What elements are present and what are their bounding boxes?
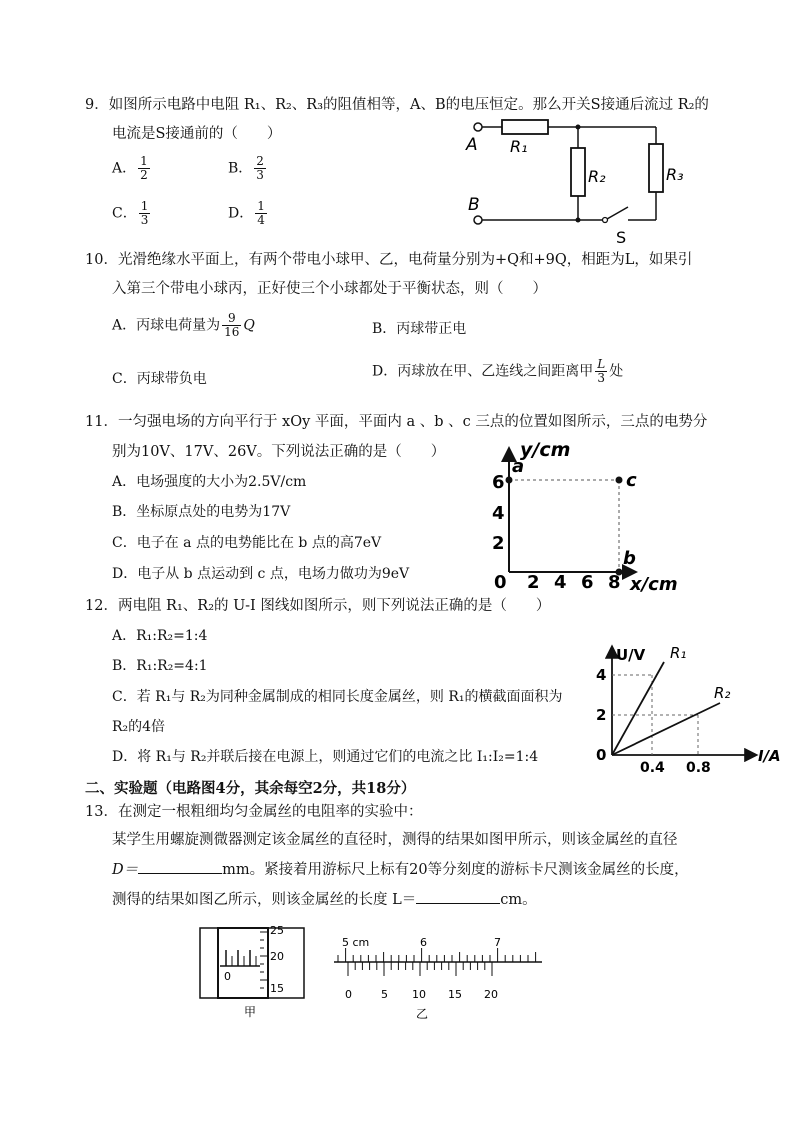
- terminal-a: [474, 123, 482, 131]
- q11-stem-line1: 11．一匀强电场的方向平行于 xOy 平面，平面内 a 、b 、c 三点的位置如图所示，三点的电势分: [85, 414, 708, 430]
- micrometer-tick-20: 20: [270, 950, 284, 963]
- q11-option-a: A．电场强度的大小为2.5V/cm: [112, 474, 307, 490]
- caliper-main-5cm: 5 cm: [342, 936, 370, 949]
- label-b: B: [468, 195, 480, 215]
- x-tick-8: 8: [608, 572, 621, 593]
- q11-option-d: D．电子从 b 点运动到 c 点，电场力做功为9eV: [112, 566, 410, 582]
- q13-stem: 13．在测定一根粗细均匀金属丝的电阻率的实验中：: [85, 804, 423, 820]
- micrometer-tick-25: 25: [270, 924, 284, 937]
- q13-line3: 测得的结果如图乙所示，则该金属丝的长度 L＝ cm。: [112, 888, 537, 909]
- q10-option-d: D．丙球放在甲、乙连线之间距离甲 $\frac{L}{3}$ 处: [372, 357, 624, 385]
- q9-option-b: B． $\frac{2}{3}$: [228, 154, 264, 182]
- q11-option-c: C．电子在 a 点的电势能比在 b 点的高7eV: [112, 535, 382, 551]
- q11-option-b: B．坐标原点处的电势为17V: [112, 504, 291, 520]
- point-c: [616, 477, 623, 484]
- origin-label: 0: [596, 746, 607, 764]
- label-s: S: [616, 228, 627, 247]
- i-tick-0-8: 0.8: [686, 760, 711, 775]
- resistor-r2: [571, 148, 585, 196]
- caliper-vernier-20: 20: [484, 988, 498, 1001]
- y-tick-4: 4: [492, 503, 505, 524]
- q9-stem-line2: 电流是S接通前的（ ）: [112, 126, 282, 142]
- y-tick-6: 6: [492, 472, 505, 493]
- caliper-vernier-10: 10: [412, 988, 426, 1001]
- u-tick-4: 4: [596, 666, 607, 684]
- micrometer-figure: [198, 920, 318, 1020]
- micrometer-caption: 甲: [244, 1005, 257, 1019]
- caliper-main-7: 7: [494, 936, 501, 949]
- u-axis-label: U/V: [616, 646, 646, 664]
- caliper-caption: 乙: [416, 1007, 429, 1021]
- q11-coordinate-graph: [484, 432, 684, 594]
- q10-stem-line2: 入第三个带电小球丙，正好使三个小球都处于平衡状态，则（ ）: [112, 281, 547, 297]
- y-tick-2: 2: [492, 533, 505, 554]
- resistor-r3: [649, 144, 663, 192]
- q12-ui-graph: [590, 640, 790, 775]
- q9-stem-line1: 9．如图所示电路中电阻 R₁、R₂、R₃的阻值相等，A、B的电压恒定。那么开关S接通后流过 R₂的: [85, 97, 709, 113]
- line-r1: [612, 662, 664, 755]
- label-b: b: [623, 548, 636, 569]
- q9-option-c: C． $\frac{1}{3}$: [112, 199, 149, 227]
- i-tick-0-4: 0.4: [640, 760, 665, 775]
- q12-option-b: B．R₁:R₂=4:1: [112, 658, 208, 674]
- section-2-title: 二、实验题（电路图4分，其余每空2分，共18分）: [85, 780, 416, 797]
- q12-option-d: D．将 R₁与 R₂并联后接在电源上，则通过它们的电流之比 I₁:I₂=1:4: [112, 749, 539, 765]
- terminal-b: [474, 216, 482, 224]
- q11-stem-line2: 别为10V、17V、26V。下列说法正确的是（ ）: [112, 444, 446, 460]
- label-r3: R₃: [666, 165, 684, 184]
- x-tick-4: 4: [554, 572, 567, 593]
- q12-option-c-line2: R₂的4倍: [112, 719, 166, 735]
- y-axis-label: y/cm: [520, 439, 571, 461]
- caliper-vernier-0: 0: [345, 988, 352, 1001]
- q13-line1: 某学生用螺旋测微器测定该金属丝的直径时，测得的结果如图甲所示，则该金属丝的直径: [112, 832, 678, 848]
- micrometer-zero: 0: [224, 970, 231, 983]
- label-r2: R₂: [588, 167, 606, 186]
- switch-s: [607, 207, 628, 219]
- label-r2: R₂: [714, 684, 731, 702]
- q13-line2: D＝ mm。紧接着用游标尺上标有20等分刻度的游标卡尺测该金属丝的长度，: [112, 858, 689, 879]
- q10-stem-line1: 10．光滑绝缘水平面上，有两个带电小球甲、乙，电荷量分别为+Q和+9Q，相距为L，如果引: [85, 252, 693, 268]
- resistor-r1: [502, 120, 548, 134]
- q10-option-b: B．丙球带正电: [372, 321, 467, 337]
- length-blank[interactable]: [416, 889, 500, 904]
- label-r1: R₁: [510, 137, 528, 156]
- caliper-vernier-15: 15: [448, 988, 462, 1001]
- caliper-figure: [332, 932, 552, 1022]
- diameter-blank[interactable]: [138, 859, 222, 874]
- point-a: [506, 477, 513, 484]
- q9-option-a: A． $\frac{1}{2}$: [112, 154, 148, 182]
- x-tick-2: 2: [527, 572, 540, 593]
- caliper-main-6: 6: [420, 936, 427, 949]
- label-a: A: [466, 135, 478, 155]
- i-axis-label: I/A: [758, 747, 781, 765]
- label-a: a: [512, 456, 525, 477]
- x-axis-label: x/cm: [630, 574, 678, 594]
- label-r1: R₁: [670, 644, 687, 662]
- q12-option-c-line1: C．若 R₁与 R₂为同种金属制成的相同长度金属丝，则 R₁的横截面面积为: [112, 689, 563, 705]
- micrometer-tick-15: 15: [270, 982, 284, 995]
- q10-option-c: C．丙球带负电: [112, 371, 207, 387]
- line-r2: [612, 703, 720, 755]
- caliper-vernier-5: 5: [381, 988, 388, 1001]
- q12-stem: 12．两电阻 R₁、R₂的 U-I 图线如图所示，则下列说法正确的是（ ）: [85, 598, 551, 614]
- u-tick-2: 2: [596, 706, 607, 724]
- origin-label: 0: [494, 572, 507, 593]
- q9-option-d: D． $\frac{1}{4}$: [228, 199, 265, 227]
- q10-option-a: A．丙球电荷量为 $\frac{9}{16}$ Q: [112, 311, 255, 339]
- q9-circuit-diagram: [460, 110, 700, 250]
- label-c: c: [626, 470, 637, 491]
- q12-option-a: A．R₁:R₂=1:4: [112, 628, 208, 644]
- x-tick-6: 6: [581, 572, 594, 593]
